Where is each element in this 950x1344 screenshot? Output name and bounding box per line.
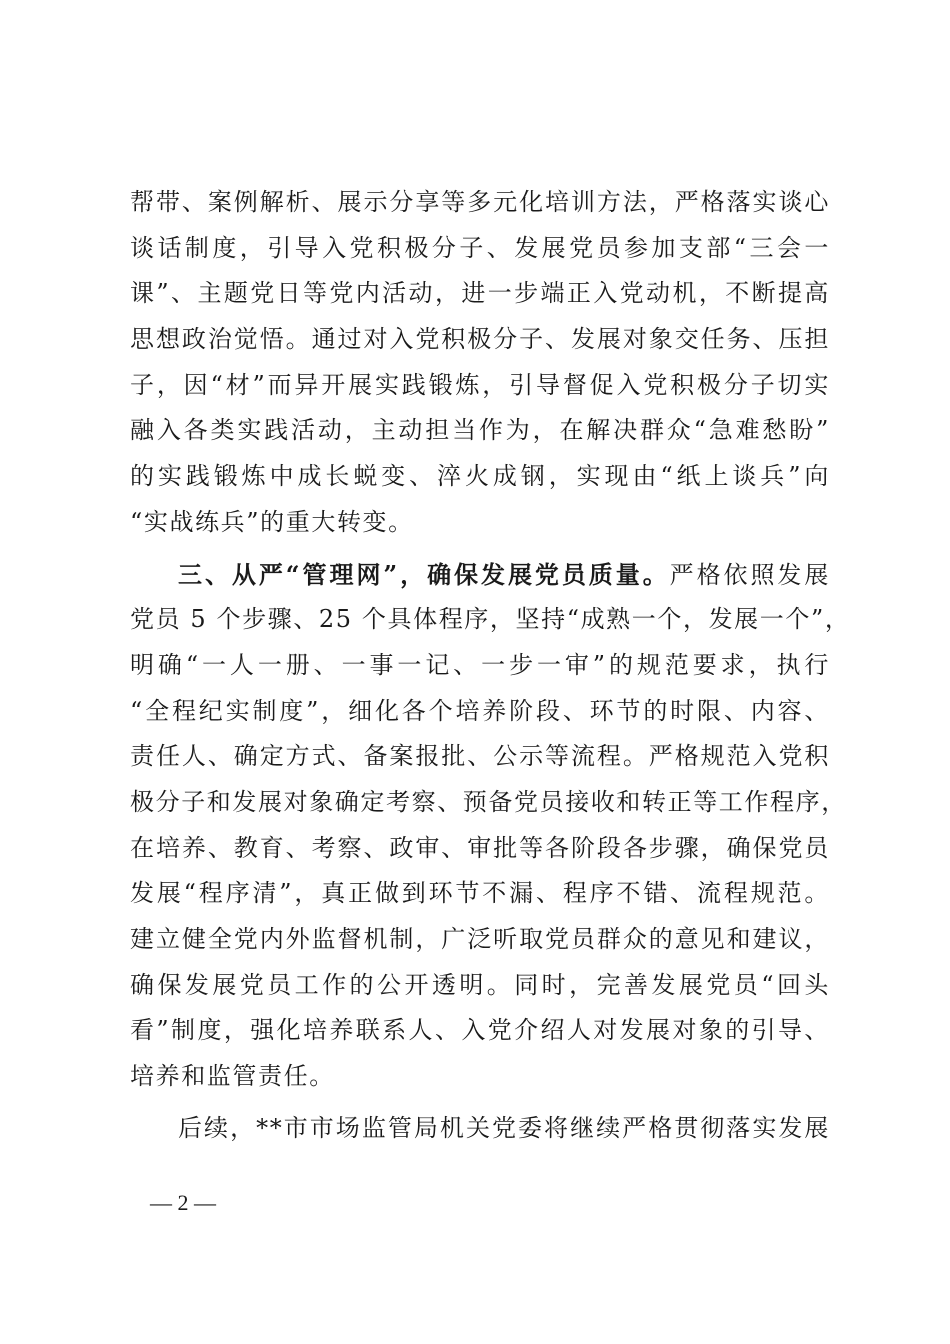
document-body — [130, 180, 851, 1151]
text-line: 极分子和发展对象确定考察、预备党员接收和转正等工作程序， — [130, 787, 847, 816]
text-line: 融入各类实践活动，主动担当作为，在解决群众“急难愁盼” — [130, 416, 830, 445]
text-line: 课”、主题党日等党内活动，进一步端正入党动机，不断提高 — [130, 279, 830, 308]
section-heading: 三、从严“管理网”，确保发展党员质量。 — [178, 559, 670, 589]
text-line: “实战练兵”的重大转变。 — [130, 507, 414, 536]
text-line: “全程纪实制度”，细化各个培养阶段、环节的时限、内容、 — [130, 696, 830, 725]
paragraph-1 — [130, 180, 830, 546]
text-line: 谈话制度，引导入党积极分子、发展党员参加支部“三会一 — [130, 233, 830, 262]
text-line: 的实践锻炼中成长蜕变、淬火成钢，实现由“纸上谈兵”向 — [130, 462, 830, 491]
text-line: 明确“一人一册、一事一记、一步一审”的规范要求，执行 — [130, 650, 830, 679]
text-line: 建立健全党内外监督机制，广泛听取党员群众的意见和建议， — [130, 925, 830, 953]
text-line: 帮带、案例解析、展示分享等多元化培训方法，严格落实谈心 — [130, 188, 830, 216]
text-line: 党员 5 个步骤、25 个具体程序，坚持“成熟一个，发展一个”， — [130, 605, 851, 634]
text-line: 发展“程序清”，真正做到环节不漏、程序不错、流程规范。 — [130, 879, 830, 908]
text-line-with-heading — [130, 552, 830, 598]
heading-line-rest: 严格依照发展 — [669, 560, 830, 589]
text-line: 后续，**市市场监管局机关党委将继续严格贯彻落实发展 — [178, 1113, 830, 1142]
text-line: 培养和监管责任。 — [130, 1062, 335, 1091]
page-number: — 2 — — [150, 1190, 216, 1215]
text-line: 责任人、确定方式、备案报批、公示等流程。严格规范入党积 — [130, 742, 830, 771]
paragraph-3 — [130, 1106, 830, 1152]
text-line: 看”制度，强化培养联系人、入党介绍人对发展对象的引导、 — [130, 1016, 830, 1045]
paragraph-2 — [130, 552, 851, 1100]
text-line: 在培养、教育、考察、政审、审批等各阶段各步骤，确保党员 — [130, 833, 830, 862]
text-line: 子，因“材”而异开展实践锻炼，引导督促入党积极分子切实 — [130, 370, 830, 399]
text-line: 思想政治觉悟。通过对入党积极分子、发展对象交任务、压担 — [130, 325, 830, 354]
text-line: 确保发展党员工作的公开透明。同时，完善发展党员“回头 — [130, 970, 830, 999]
